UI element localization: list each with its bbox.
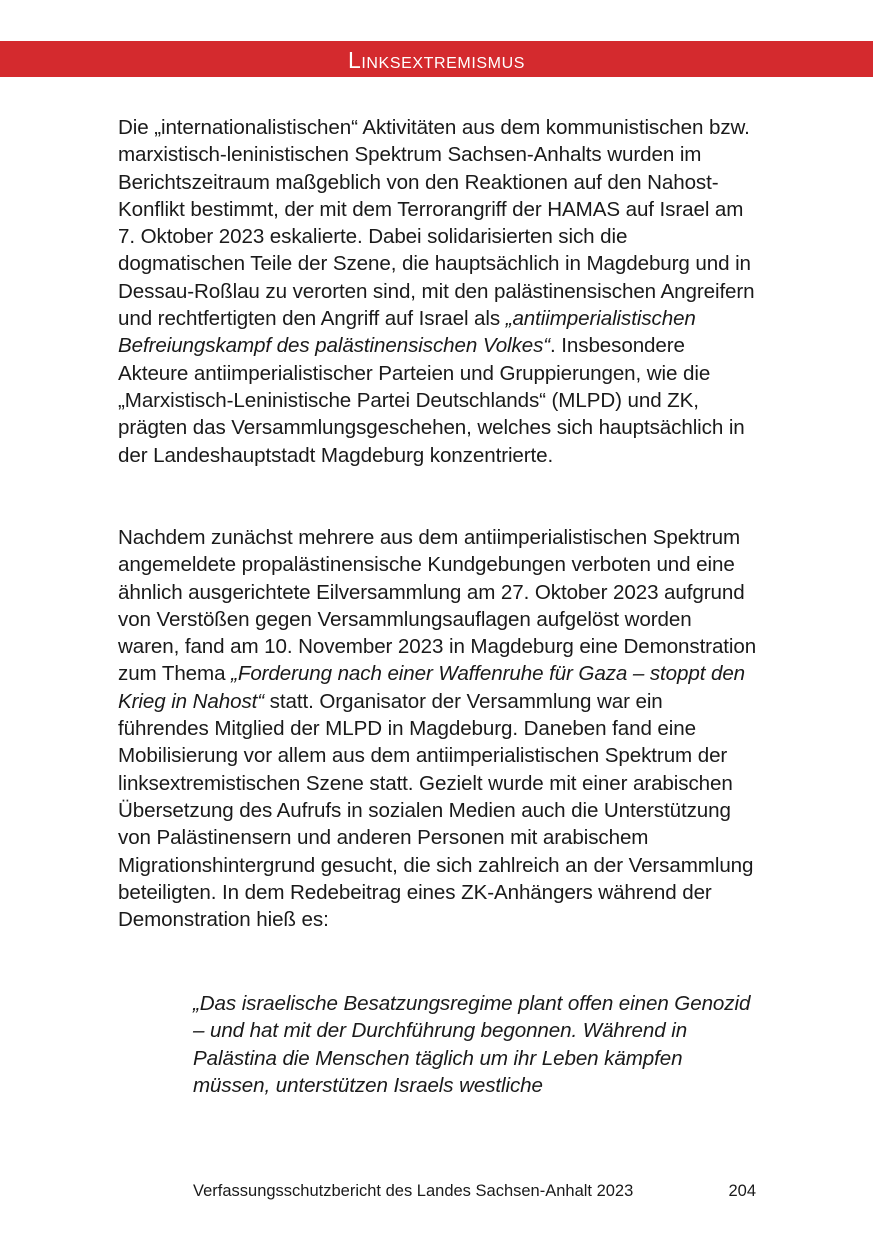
paragraph-1 — [118, 114, 758, 469]
paragraph-1-text-a: Die „internationalistischen“ Aktivitäten aus dem kommunistischen bzw. marxistisch-leninistischen Spektrum Sachsen-Anhalts wurden im Berichtszeitraum maßgeblich von den Reaktionen auf den Nahost-Konflikt bestimmt, der mit dem Terrorangriff der HAMAS auf Israel am 7. Oktober 2023 eskalierte. Dabei solidarisierten sich die dogmatischen Teile der Szene, die hauptsächlich in Magdeburg und in Dessau-Roßlau zu verorten sind, mit den palästinensischen Angreifern und rechtfertigten den Angriff auf Israel als — [118, 116, 755, 331]
block-quote — [193, 990, 753, 1099]
section-title: Linksextremismus — [347, 47, 526, 73]
paragraph-2-text-b: statt. Organisator der Versammlung war ein führendes Mitglied der MLPD in Magdeburg. Daneben fand eine Mobilisierung vor allem aus dem antiimperialistischen Spektrum der linksextremistischen Szene statt. Gezielt wurde mit einer arabischen Übersetzung des Aufrufs in sozialen Medien auch die Unterstützung von Palästinensern und anderen Personen mit arabischem Migrationshintergrund gesucht, die sich zahlreich an der Versammlung beteiligten. In dem Redebeitrag eines ZK-Anhängers während der Demonstration hieß es: — [118, 689, 754, 932]
section-header-bar — [0, 41, 873, 77]
paragraph-1-quote: „antiimperialistischen Befreiungskampf des palästinensischen Volkes“ — [118, 307, 696, 358]
block-quote-text: „Das israelische Besatzungsregime plant offen einen Genozid – und hat mit der Durchführung begonnen. Während in Palästina die Menschen täglich um ihr Leben kämpfen müssen, unterstützen Israels westliche — [193, 992, 751, 1097]
paragraph-2-text-a: Nachdem zunächst mehrere aus dem antiimperialistischen Spektrum angemeldete propalästinensische Kundgebungen verboten und eine ähnlich ausgerichtete Eilversammlung am 27. Oktober 2023 aufgrund von Verstößen gegen Versammlungsauflagen aufgelöst worden waren, fand am 10. November 2023 in Magdeburg eine Demonstration zum Thema — [118, 526, 757, 686]
footer-report-title: Verfassungsschutzbericht des Landes Sachsen-Anhalt 2023 — [193, 1182, 634, 1200]
page-number: 204 — [728, 1182, 756, 1200]
paragraph-2-quote: „Forderung nach einer Waffenruhe für Gaza – stoppt den Krieg in Nahost“ — [118, 662, 746, 713]
paragraph-2 — [118, 524, 758, 933]
page-footer — [193, 1182, 756, 1201]
paragraph-1-text-b: . Insbesondere Akteure antiimperialistischer Parteien und Gruppierungen, wie die „Marxistisch-Leninistische Partei Deutschlands“ (MLPD) und ZK, prägten das Versammlungsgeschehen, welches sich hauptsächlich in der Landeshauptstadt Magdeburg konzentrierte. — [118, 334, 745, 467]
